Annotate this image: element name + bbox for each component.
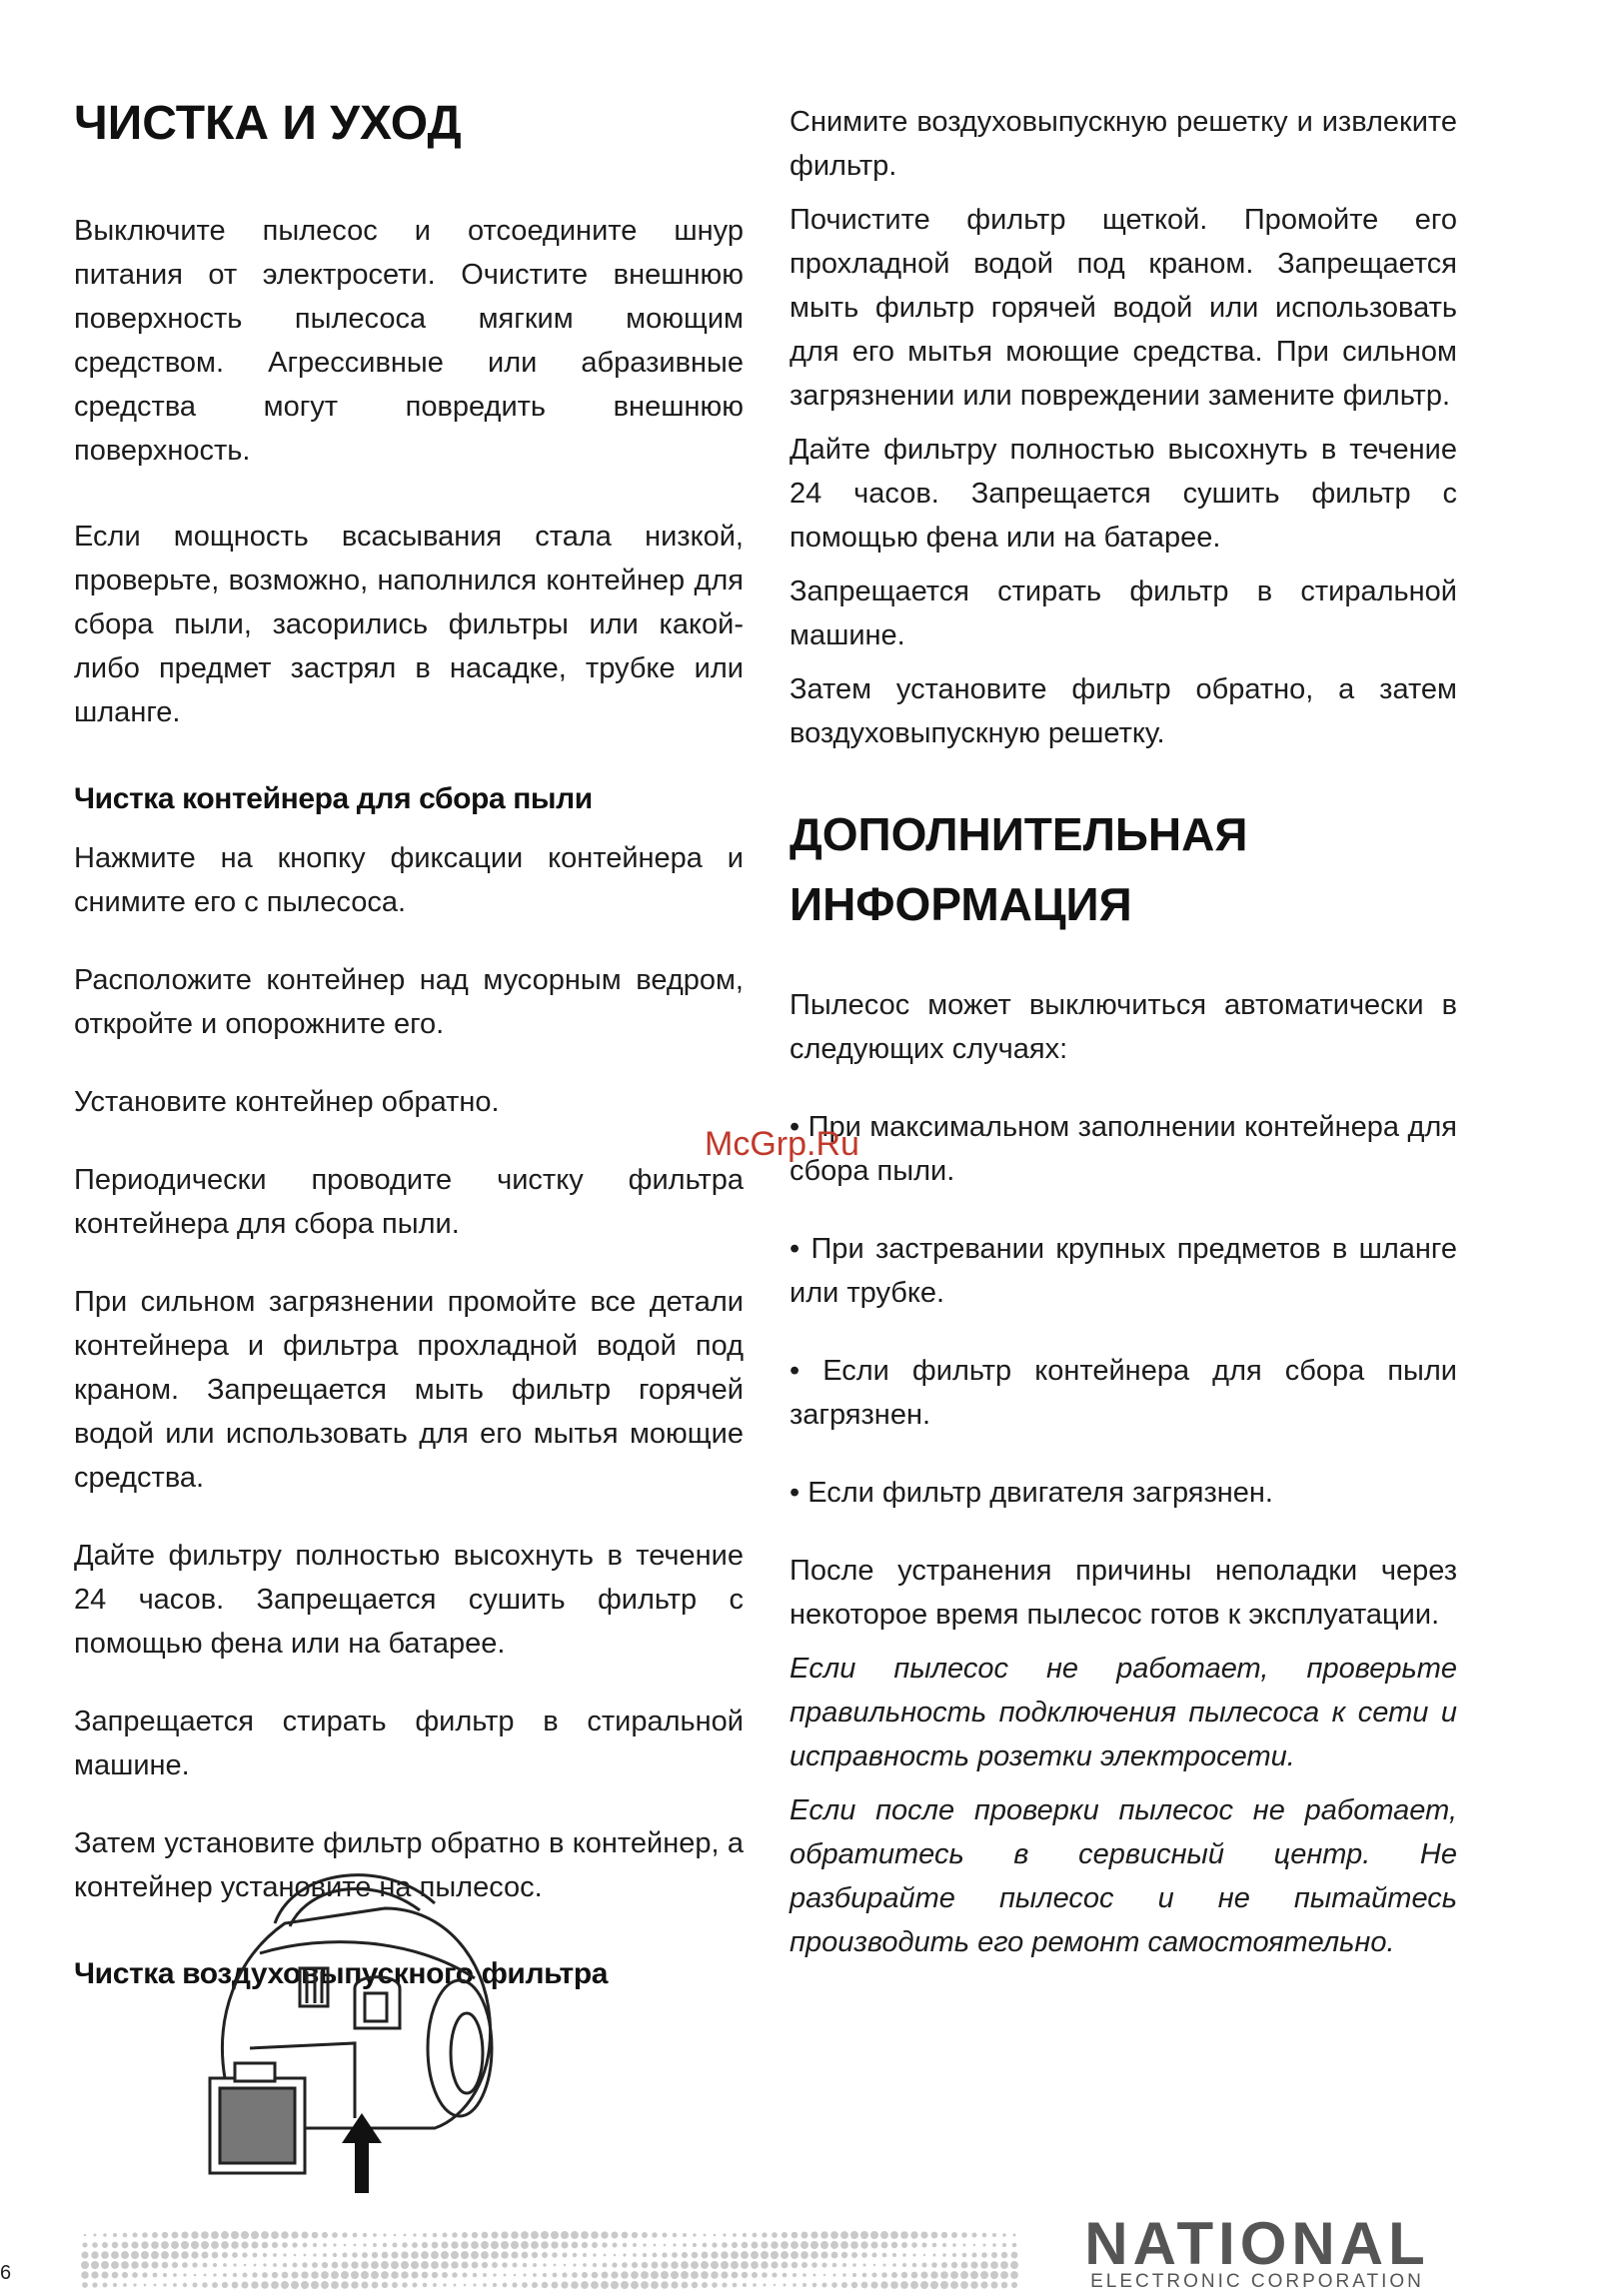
section-title-additional-info: ДОПОЛНИТЕЛЬНАЯ ИНФОРМАЦИЯ [790, 808, 1248, 930]
note-block [790, 1647, 1457, 1964]
italic-note: Если после проверки пылесос не работает, обратитесь в сервисный центр. Не разбирайте пылесос и не пытайтесь производить его ремонт самостоятельно. [790, 1794, 1457, 1958]
left-column [74, 95, 744, 1991]
paragraph: Расположите контейнер над мусорным ведром, откройте и опорожните его. [74, 963, 744, 1040]
paragraph: Установите контейнер обратно. [74, 1085, 500, 1118]
paragraph: Пылесос может выключиться автоматически в следующих случаях: [790, 989, 1457, 1065]
paragraph: Если мощность всасывания стала низкой, проверьте, возможно, наполнился контейнер для сбора пыли, засорились фильтры или какой-либо предмет застрял в насадке, трубке или шланге. [74, 520, 744, 728]
paragraph: Затем установите фильтр обратно, а затем воздуховыпускную решетку. [790, 673, 1457, 749]
subheading-dust-container: Чистка контейнера для сбора пыли [74, 781, 593, 815]
paragraph: Дайте фильтру полностью высохнуть в течение 24 часов. Запрещается сушить фильтр с помощью фена или на батарее. [790, 434, 1457, 554]
footer-dot-pattern [80, 2230, 1019, 2295]
section-title-cleaning: ЧИСТКА И УХОД [74, 97, 462, 150]
paragraph: Дайте фильтру полностью высохнуть в течение 24 часов. Запрещается сушить фильтр с помощью фена или на батарее. [74, 1539, 744, 1660]
page-number: 6 [0, 2262, 12, 2284]
brand-logo [1052, 2210, 1462, 2292]
bullet-item: • Если фильтр двигателя загрязнен. [790, 1477, 1273, 1509]
dot-pattern-icon [80, 2230, 1019, 2290]
paragraph: Запрещается стирать фильтр в стиральной машине. [74, 1705, 744, 1781]
subheading-exhaust-filter: Чистка воздуховыпускного фильтра [74, 1956, 609, 1990]
paragraph: Нажмите на кнопку фиксации контейнера и снимите его с пылесоса. [74, 841, 744, 918]
bullet-item: • При застревании крупных предметов в шланге или трубке. [790, 1233, 1457, 1309]
logo-tagline: ELECTRONIC CORPORATION [1090, 2271, 1424, 2292]
vacuum-illustration [205, 1848, 505, 2203]
bullet-item: • При максимальном заполнении контейнера для сбора пыли. [790, 1111, 1457, 1187]
paragraph: Затем установите фильтр обратно в контейнер, а контейнер установите на пылесос. [74, 1826, 744, 1903]
italic-note: Если пылесос не работает, проверьте правильность подключения пылесоса к сети и исправность розетки электросети. [790, 1653, 1457, 1772]
paragraph: После устранения причины неполадки через некоторое время пылесос готов к эксплуатации. [790, 1555, 1457, 1631]
paragraph: Почистите фильтр щеткой. Промойте его прохладной водой под краном. Запрещается мыть фильтр горячей водой или использовать для его мытья моющие средства. При сильном загрязнении или повреждении замените фильтр. [790, 204, 1457, 412]
paragraph: Запрещается стирать фильтр в стиральной машине. [790, 575, 1457, 651]
vacuum-drawing-icon [205, 1848, 505, 2198]
paragraph: Выключите пылесос и отсоедините шнур питания от электросети. Очистите внешнюю поверхность пылесоса мягким моющим средством. Агрессивные или абразивные средства могут повредить внешнюю поверхность. [74, 214, 744, 467]
watermark: McGrp.Ru [705, 1125, 859, 1163]
paragraph: Периодически проводите чистку фильтра контейнера для сбора пыли. [74, 1163, 744, 1240]
right-column [790, 100, 1457, 1964]
logo-wordmark: NATIONAL [1084, 2210, 1430, 2277]
paragraph: Снимите воздуховыпускную решетку и извлеките фильтр. [790, 106, 1457, 182]
bullet-item: • Если фильтр контейнера для сбора пыли загрязнен. [790, 1355, 1457, 1431]
paragraph: При сильном загрязнении промойте все детали контейнера и фильтра прохладной водой под краном. Запрещается мыть фильтр горячей водой или использовать для его мытья моющие средства. [74, 1285, 744, 1494]
